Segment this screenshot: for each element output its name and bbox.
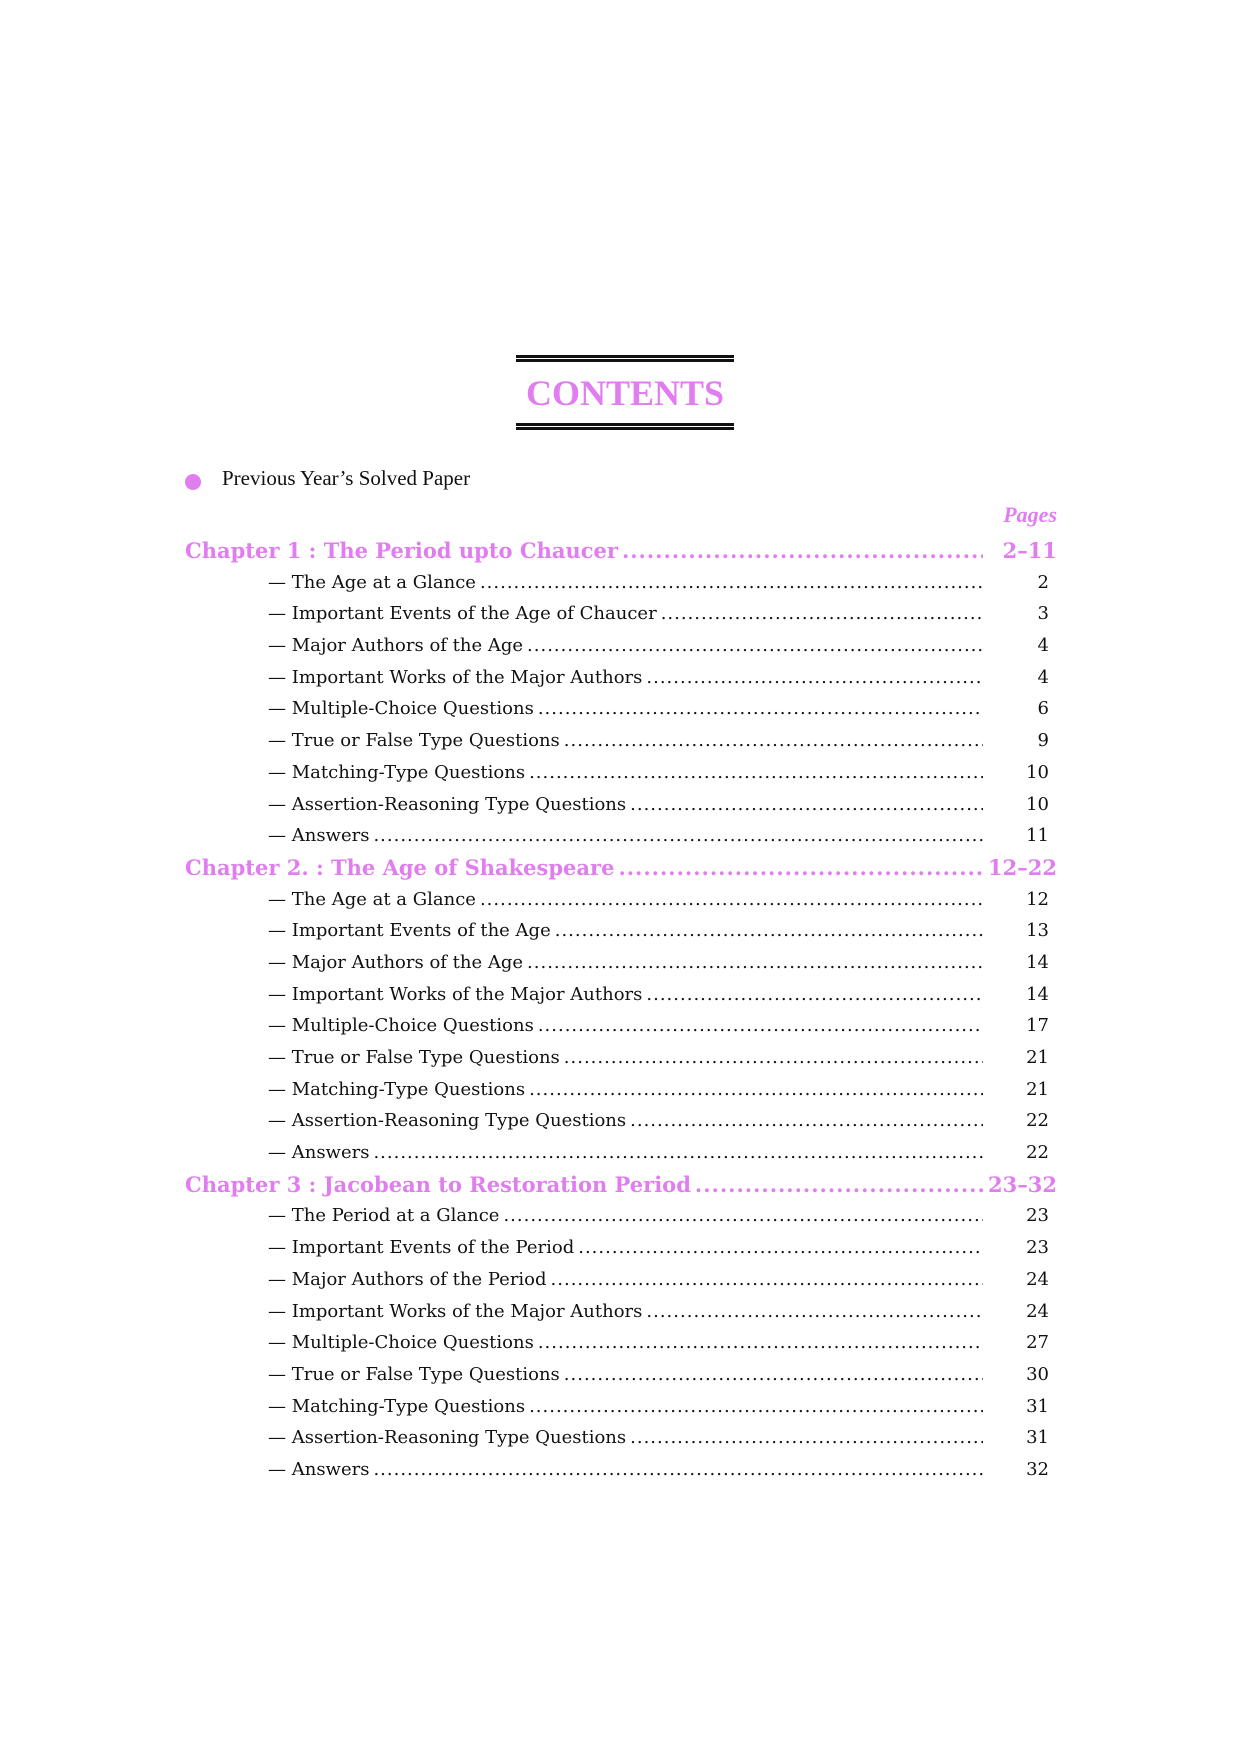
- toc-item[interactable]: [185, 1137, 1057, 1169]
- toc-item-page: 4: [1037, 635, 1049, 657]
- toc-item-page: 21: [1026, 1047, 1049, 1068]
- toc-item[interactable]: [185, 1105, 1057, 1137]
- toc-item[interactable]: [185, 979, 1057, 1011]
- toc-item-label: — True or False Type Questions: [268, 1047, 560, 1068]
- toc-item-label: — Important Works of the Major Authors: [268, 666, 643, 688]
- toc-item-page: 23: [1026, 1237, 1049, 1259]
- toc-item-label: — Important Works of the Major Authors: [268, 1300, 643, 1322]
- toc-item-label: — Matching-Type Questions: [268, 1078, 526, 1100]
- toc-item-page: 4: [1037, 666, 1049, 688]
- toc-item-page: 12: [1026, 888, 1049, 910]
- toc-item[interactable]: [185, 598, 1057, 630]
- toc-item-label: — The Age at a Glance: [268, 888, 476, 910]
- toc-item-page: 2: [1037, 571, 1049, 593]
- chapter-title: Chapter 3 : Jacobean to Restoration Period: [185, 1171, 691, 1197]
- toc-item[interactable]: [185, 1264, 1057, 1296]
- toc-item-label: — The Period at a Glance: [268, 1205, 500, 1227]
- leader-dots: [480, 567, 983, 599]
- toc-item-label: — Important Events of the Age of Chaucer: [268, 603, 657, 625]
- toc-item-label: — Assertion-Reasoning Type Questions: [268, 1427, 627, 1449]
- toc-item[interactable]: [185, 1327, 1057, 1359]
- toc-item-page: 23: [1026, 1205, 1049, 1227]
- toc-item-label: — Important Events of the Age: [268, 920, 551, 942]
- chapter-title: Chapter 2. : The Age of Shakespeare: [185, 854, 615, 880]
- toc-item[interactable]: [185, 725, 1057, 757]
- title-rule-top: [516, 355, 734, 362]
- table-of-contents: [185, 535, 1057, 1486]
- toc-item-label: — The Age at a Glance: [268, 571, 476, 593]
- leader-dots: [529, 1391, 983, 1423]
- toc-item-page: 32: [1026, 1458, 1049, 1480]
- leader-dots: [630, 1422, 983, 1454]
- leader-dots: [538, 1327, 983, 1359]
- leader-dots: [646, 662, 983, 694]
- toc-item-page: 14: [1026, 951, 1049, 973]
- toc-item-page: 11: [1026, 825, 1049, 847]
- toc-item-page: 14: [1026, 983, 1049, 1005]
- leader-dots: [373, 820, 983, 852]
- leader-dots: [538, 1010, 983, 1042]
- leader-dots: [578, 1232, 983, 1264]
- chapter-pages: 2–11: [1002, 538, 1057, 563]
- leader-dots: [527, 630, 983, 662]
- toc-item[interactable]: [185, 1359, 1057, 1391]
- leader-dots: [630, 1105, 983, 1137]
- toc-item-page: 22: [1026, 1110, 1049, 1132]
- toc-item-label: — Multiple-Choice Questions: [268, 1332, 534, 1354]
- toc-item-label: — Matching-Type Questions: [268, 761, 526, 783]
- toc-item[interactable]: [185, 1074, 1057, 1106]
- toc-item-page: 6: [1037, 698, 1049, 720]
- leader-dots: [646, 1296, 983, 1328]
- leader-dots: [503, 1200, 983, 1232]
- leader-dots: [622, 535, 983, 567]
- toc-item-label: — Major Authors of the Period: [268, 1268, 547, 1290]
- toc-item-label: — Answers: [268, 825, 370, 847]
- leader-dots: [529, 757, 983, 789]
- toc-item[interactable]: [185, 1042, 1057, 1074]
- toc-item-page: 31: [1026, 1395, 1049, 1417]
- toc-item[interactable]: [185, 1422, 1057, 1454]
- bullet-icon: [185, 474, 201, 490]
- toc-item-page: 17: [1026, 1015, 1049, 1037]
- toc-item[interactable]: [185, 662, 1057, 694]
- toc-item-label: — Assertion-Reasoning Type Questions: [268, 1110, 627, 1132]
- toc-item-page: 24: [1026, 1300, 1049, 1322]
- previous-paper-entry: Previous Year’s Solved Paper: [222, 466, 471, 490]
- page-title: CONTENTS: [525, 373, 725, 413]
- toc-item-page: 10: [1026, 793, 1049, 815]
- title-rule-bottom: [516, 423, 734, 430]
- chapter-title: Chapter 1 : The Period upto Chaucer: [185, 538, 618, 563]
- toc-item[interactable]: [185, 630, 1057, 662]
- toc-item-label: — True or False Type Questions: [268, 730, 560, 752]
- toc-item[interactable]: [185, 757, 1057, 789]
- toc-item-page: 3: [1037, 603, 1049, 625]
- toc-item[interactable]: [185, 1454, 1057, 1486]
- toc-item-label: — Answers: [268, 1142, 370, 1164]
- toc-item-label: — Major Authors of the Age: [268, 951, 524, 973]
- toc-item-label: — Important Events of the Period: [268, 1237, 575, 1259]
- toc-item[interactable]: [185, 884, 1057, 916]
- leader-dots: [630, 789, 983, 821]
- toc-item-page: 24: [1026, 1268, 1049, 1290]
- leader-dots: [529, 1074, 983, 1106]
- toc-item[interactable]: [185, 1296, 1057, 1328]
- leader-dots: [564, 1359, 983, 1391]
- toc-item[interactable]: [185, 1232, 1057, 1264]
- toc-item[interactable]: [185, 789, 1057, 821]
- toc-item-label: — Answers: [268, 1458, 370, 1480]
- chapter-entry[interactable]: [185, 852, 1057, 884]
- toc-item-page: 30: [1026, 1363, 1049, 1385]
- toc-item[interactable]: [185, 1010, 1057, 1042]
- leader-dots: [695, 1169, 983, 1201]
- chapter-entry[interactable]: [185, 535, 1057, 567]
- toc-item-label: — Important Works of the Major Authors: [268, 983, 643, 1005]
- toc-item[interactable]: [185, 693, 1057, 725]
- toc-item-label: — Matching-Type Questions: [268, 1395, 526, 1417]
- toc-item-page: 31: [1026, 1427, 1049, 1449]
- toc-item[interactable]: [185, 567, 1057, 599]
- leader-dots: [373, 1137, 983, 1169]
- toc-item[interactable]: [185, 1391, 1057, 1423]
- leader-dots: [646, 979, 983, 1011]
- toc-item-page: 10: [1026, 761, 1049, 783]
- toc-item[interactable]: [185, 915, 1057, 947]
- chapter-pages: 23–32: [988, 1171, 1057, 1197]
- toc-item-label: — Multiple-Choice Questions: [268, 698, 534, 720]
- leader-dots: [480, 884, 983, 916]
- chapter-pages: 12–22: [988, 854, 1057, 880]
- toc-item-page: 13: [1026, 920, 1049, 942]
- toc-item[interactable]: [185, 820, 1057, 852]
- leader-dots: [555, 915, 983, 947]
- leader-dots: [564, 1042, 983, 1074]
- leader-dots: [564, 725, 983, 757]
- toc-item-page: 9: [1037, 730, 1049, 752]
- toc-item-label: — Multiple-Choice Questions: [268, 1015, 534, 1037]
- leader-dots: [661, 598, 983, 630]
- toc-item[interactable]: [185, 1200, 1057, 1232]
- toc-item-page: 21: [1026, 1078, 1049, 1100]
- leader-dots: [527, 947, 983, 979]
- leader-dots: [551, 1264, 983, 1296]
- leader-dots: [538, 693, 983, 725]
- toc-item-page: 27: [1026, 1332, 1049, 1354]
- toc-item-page: 22: [1026, 1142, 1049, 1164]
- toc-item[interactable]: [185, 947, 1057, 979]
- pages-heading: Pages: [1003, 502, 1057, 527]
- leader-dots: [618, 852, 983, 884]
- chapter-entry[interactable]: [185, 1169, 1057, 1201]
- toc-item-label: — True or False Type Questions: [268, 1363, 560, 1385]
- toc-item-label: — Major Authors of the Age: [268, 635, 524, 657]
- leader-dots: [373, 1454, 983, 1486]
- toc-item-label: — Assertion-Reasoning Type Questions: [268, 793, 627, 815]
